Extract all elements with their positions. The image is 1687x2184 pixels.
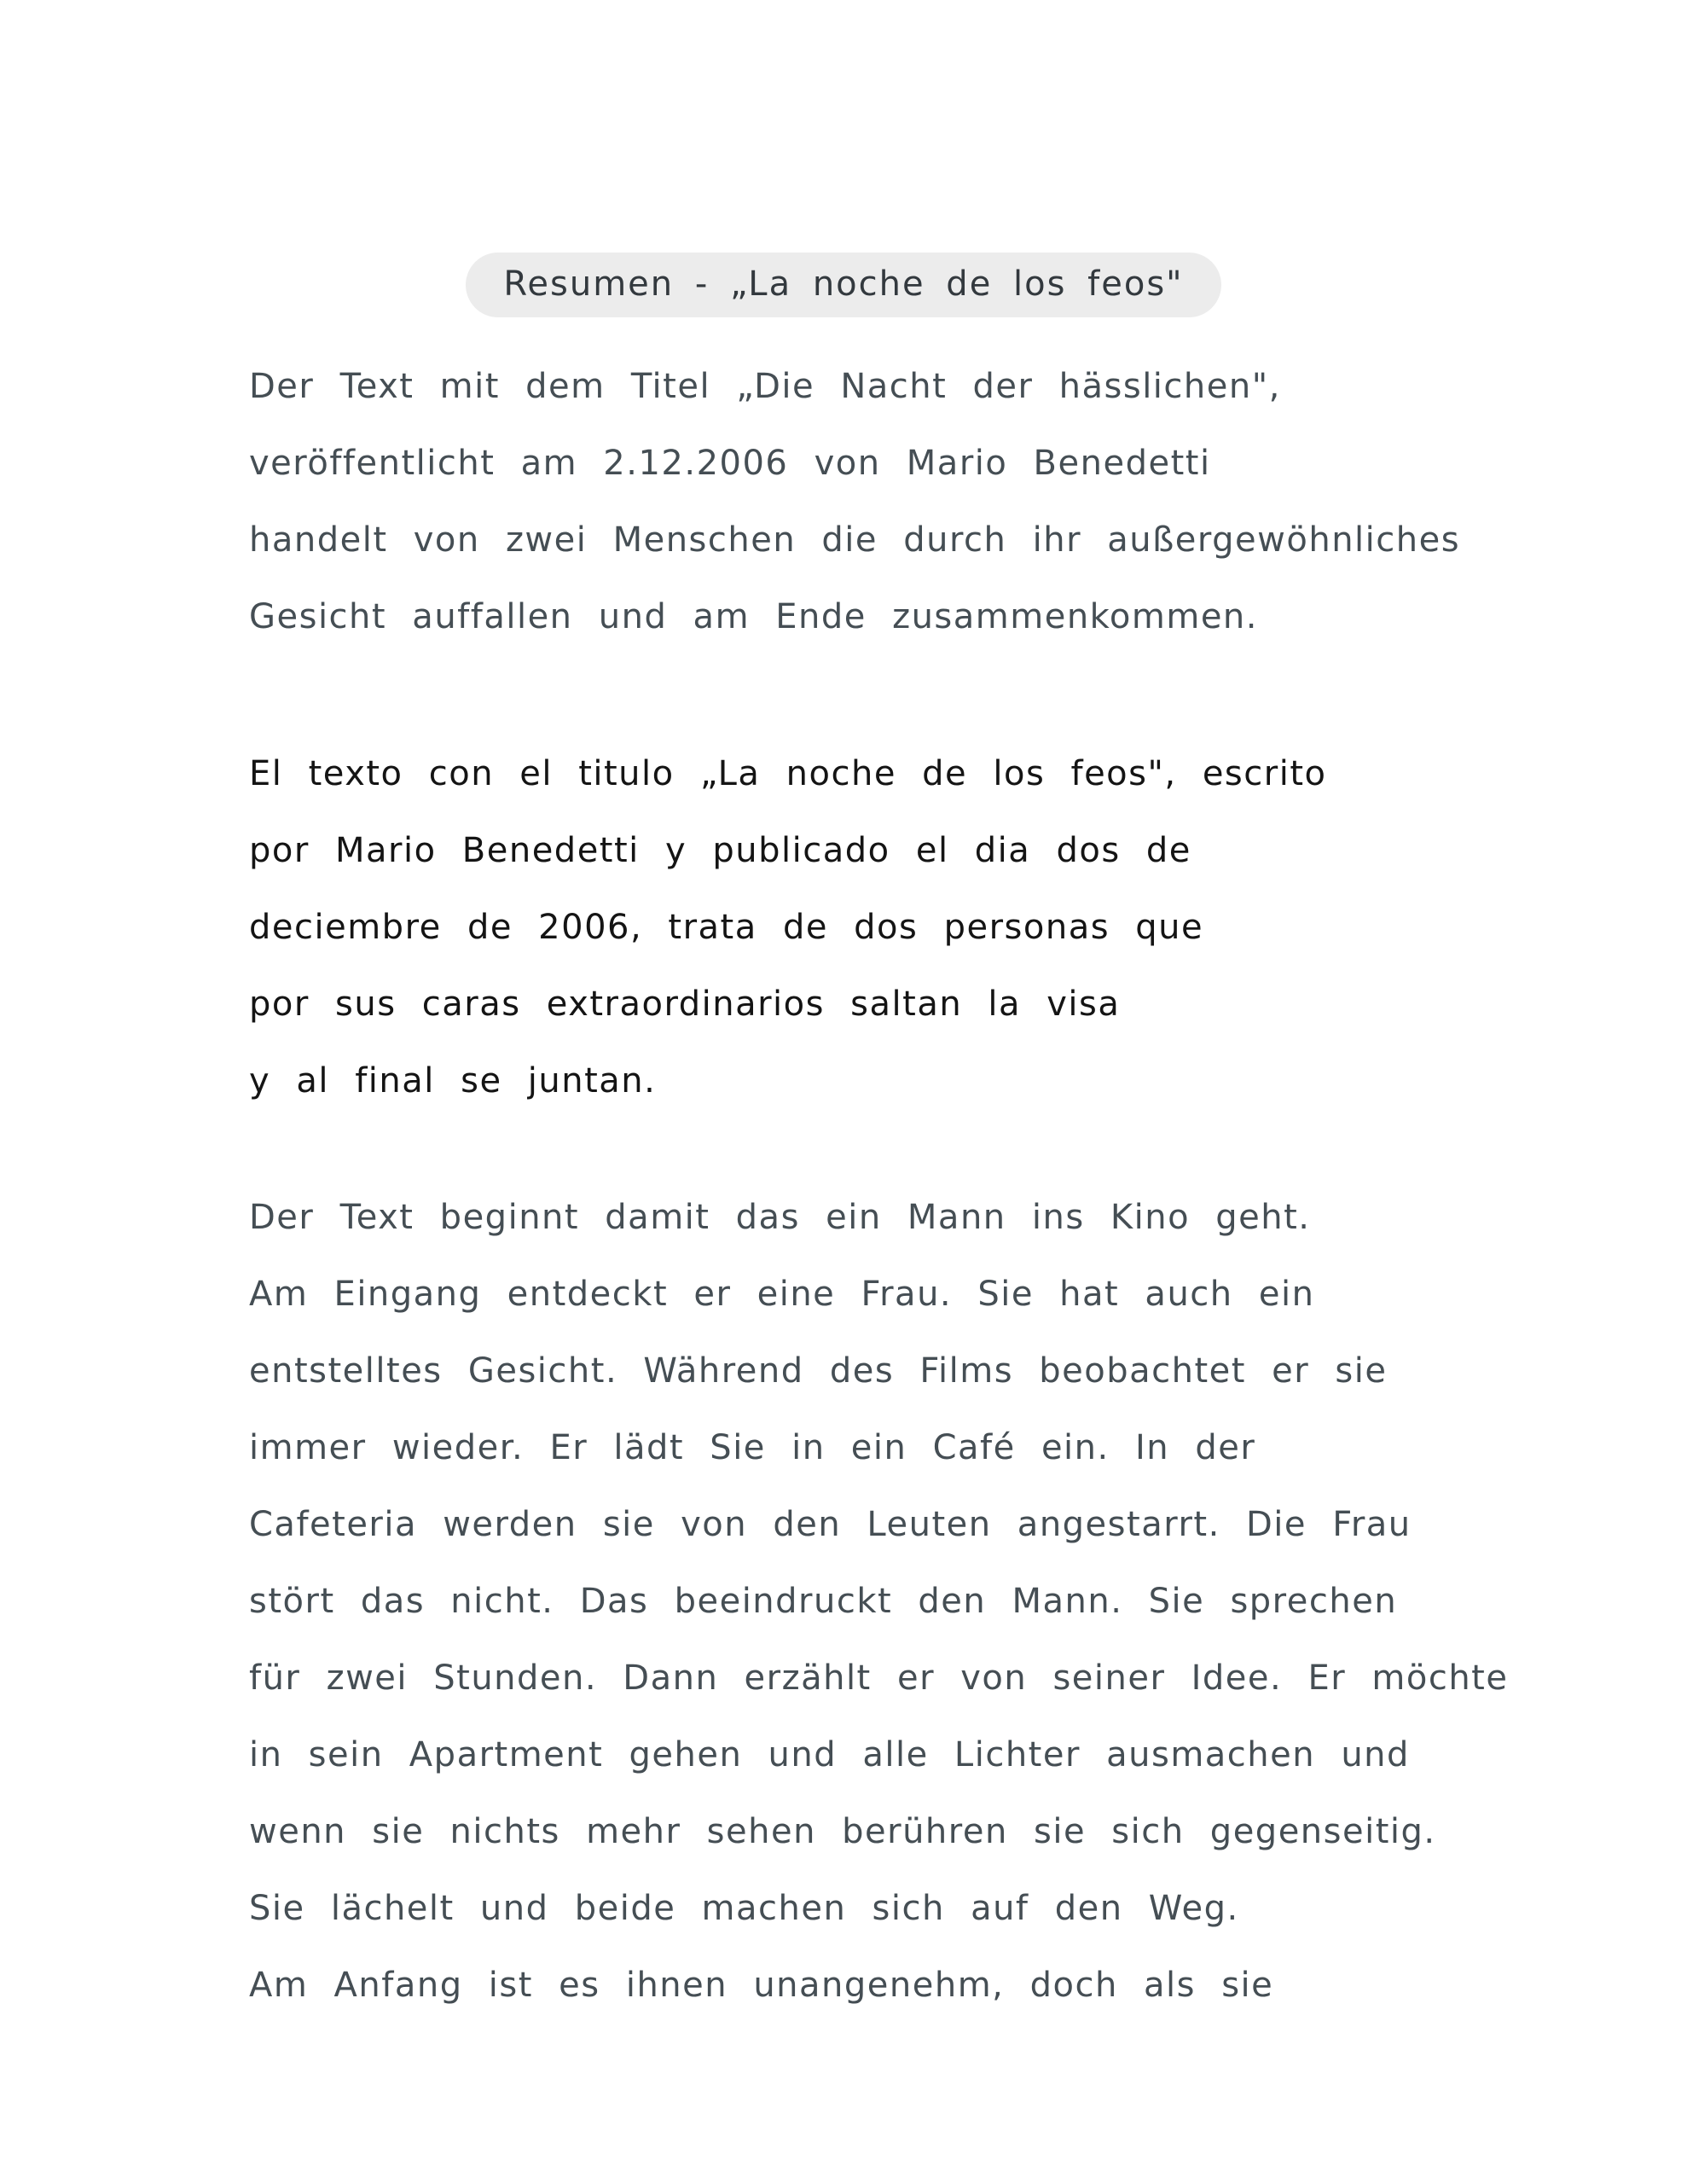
text-line: Cafeteria werden sie von den Leuten angestarrt. Die Frau bbox=[249, 1505, 1412, 1544]
paragraph-german-intro bbox=[249, 348, 1477, 655]
title-row bbox=[0, 253, 1687, 317]
text-line: immer wieder. Er lädt Sie in ein Café ein. In der bbox=[249, 1428, 1256, 1467]
page-title: Resumen - „La noche de los feos" bbox=[466, 253, 1220, 317]
text-line: y al final se juntan. bbox=[249, 1061, 657, 1101]
text-line: Der Text mit dem Titel „Die Nacht der hässlichen", bbox=[249, 367, 1281, 406]
text-line: deciembre de 2006, trata de dos personas que bbox=[249, 908, 1204, 947]
text-line: veröffentlicht am 2.12.2006 von Mario Benedetti bbox=[249, 444, 1211, 483]
text-line: stört das nicht. Das beeindruckt den Mann. Sie sprechen bbox=[249, 1582, 1398, 1621]
text-line: für zwei Stunden. Dann erzählt er von seiner Idee. Er möchte bbox=[249, 1658, 1509, 1698]
text-line: entstelltes Gesicht. Während des Films beobachtet er sie bbox=[249, 1351, 1388, 1391]
text-line: por Mario Benedetti y publicado el dia dos de bbox=[249, 831, 1191, 870]
text-line: in sein Apartment gehen und alle Lichter ausmachen und bbox=[249, 1735, 1410, 1774]
text-line: Am Anfang ist es ihnen unangenehm, doch als sie bbox=[249, 1966, 1274, 2005]
text-line: por sus caras extraordinarios saltan la visa bbox=[249, 985, 1121, 1024]
text-line: handelt von zwei Menschen die durch ihr außergewöhnliches bbox=[249, 520, 1461, 560]
text-line: Am Eingang entdeckt er eine Frau. Sie hat auch ein bbox=[249, 1275, 1315, 1314]
text-line: wenn sie nichts mehr sehen berühren sie sich gegenseitig. bbox=[249, 1812, 1436, 1851]
text-line: Sie lächelt und beide machen sich auf den Weg. bbox=[249, 1889, 1239, 1928]
text-line: El texto con el titulo „La noche de los feos", escrito bbox=[249, 754, 1327, 793]
text-line: Der Text beginnt damit das ein Mann ins Kino geht. bbox=[249, 1198, 1311, 1237]
text-line: Gesicht auffallen und am Ende zusammenkommen. bbox=[249, 597, 1258, 636]
paragraph-german-summary bbox=[249, 1179, 1509, 2024]
paragraph-spanish-intro bbox=[249, 735, 1477, 1119]
